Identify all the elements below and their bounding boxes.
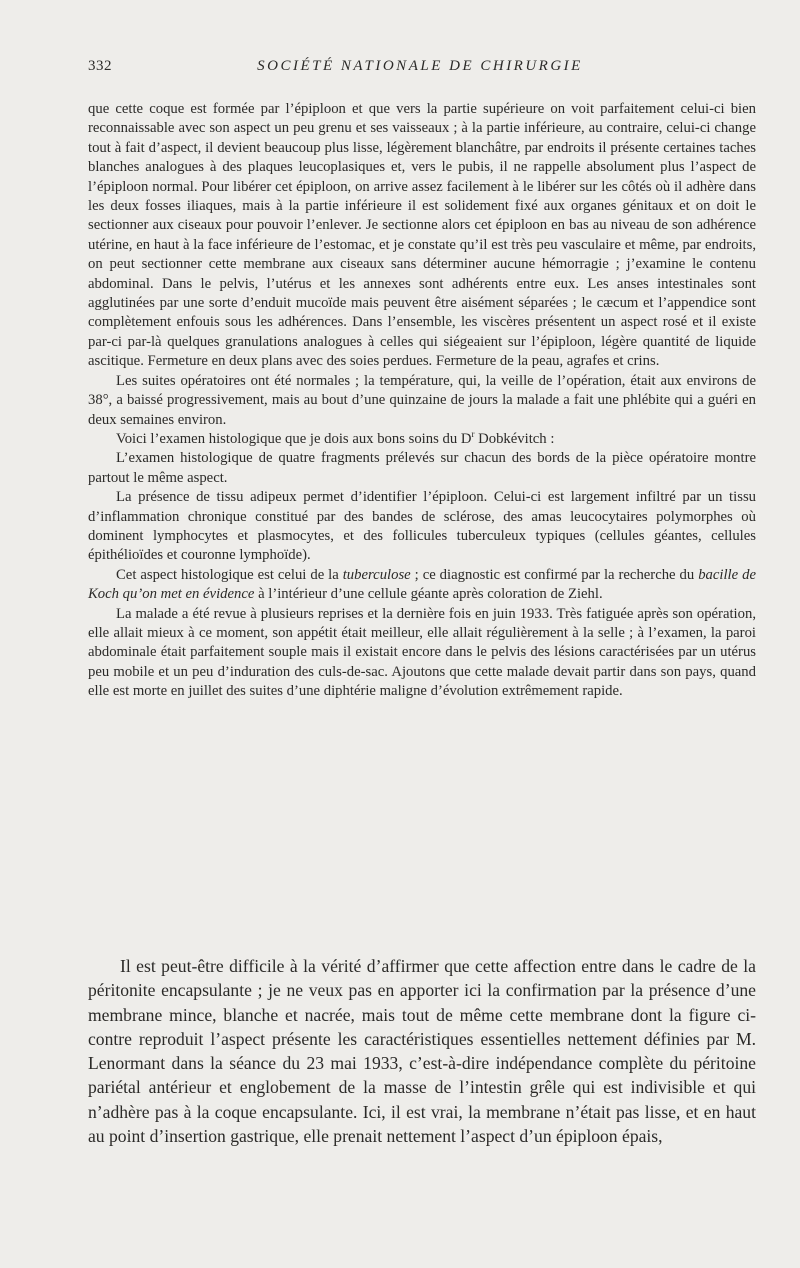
paragraph-postoperative: Les suites opératoires ont été normales ; la température, qui, la veille de l’opération, était aux environs de 38°, a baissé progressivement, mais au bout d’une quinzaine de jours la malade a fait une phlébite qui a guéri en deux semaines environ. bbox=[88, 372, 756, 428]
paragraph-discussion: Il est peut-être difficile à la vérité d’affirmer que cette affection entre dans le cadre de la péritonite encapsulante ; je ne veux pas en apporter ici la confirmation par la présence d’une membrane mince, blanche et nacrée, mais tout de même cette membrane dont la figure ci-contre reproduit l’aspect présente les caractéristiques essentielles nettement définies par M. Lenormant dans la séance du 23 mai 1933, c’est-à-dire indépendance complète du péritoine pariétal antérieur et englobement de la masse de l’intestin grêle qui est indivisible et qui n’adhère pas à la coque encapsulante. Ici, il est vrai, la membrane n’était pas lisse, et en haut au point d’insertion gastrique, elle prenait nettement l’aspect d’un épiploon épais, bbox=[88, 956, 756, 1147]
main-text bbox=[88, 100, 756, 702]
doctor-superscript: r bbox=[471, 429, 475, 440]
paragraph-follow-up: La malade a été revue à plusieurs reprises et la dernière fois en juin 1933. Très fatiguée après son opération, elle allait mieux à ce moment, son appétit était meilleur, elle allait régulièrement à la selle ; à l’examen, la paroi abdominale était parfaitement souple mais il existait encore dans le pelvis des lésions caractérisées par un utérus peu mobile et un peu d’induration des culs-de-sac. Ajoutons que cette malade devait partir dans son pays, quand elle est morte en juillet des suites d’une diphtérie maligne d’évolution extrêmement rapide. bbox=[88, 605, 756, 700]
closing-text bbox=[88, 954, 756, 1148]
diagnosis-text-3: à l’intérieur d’une cellule géante après coloration de Ziehl. bbox=[254, 586, 603, 603]
paragraph-histology-fragments: L’examen histologique de quatre fragments prélevés sur chacun des bords de la pièce opératoire montre partout le même aspect. bbox=[88, 450, 756, 486]
paragraph-histology-tissue: La présence de tissu adipeux permet d’identifier l’épiploon. Celui-ci est largement infiltré par un tissu d’inflammation chronique constitué par des bandes de sclérose, des amas leucocytaires polymorphes où dominent lymphocytes et plasmocytes, et des follicules tuberculeux typiques (cellules géantes, cellules épithélioïdes et couronne lymphoïde). bbox=[88, 489, 756, 564]
page-number: 332 bbox=[88, 58, 112, 74]
diagnosis-italic-2: bacille de Koch qu’on met en évidence bbox=[88, 566, 756, 603]
histology-intro-text: Voici l’examen histologique que je dois aux bons soins du D bbox=[116, 430, 472, 447]
diagnosis-text-1: Cet aspect histologique est celui de la bbox=[116, 566, 343, 583]
running-head: SOCIÉTÉ NATIONALE DE CHIRURGIE bbox=[257, 58, 583, 74]
paragraph-histology-intro bbox=[88, 430, 756, 449]
diagnosis-text-2: ; ce diagnostic est confirmé par la recherche du bbox=[410, 566, 699, 583]
diagnosis-italic-1: tuberculose bbox=[342, 566, 411, 583]
histology-intro-name: Dobkévitch : bbox=[474, 430, 555, 447]
paragraph-operation: que cette coque est formée par l’épiploon et que vers la partie supérieure on voit parfaitement celui-ci bien reconnaissable avec son aspect un peu grenu et ses vaisseaux ; à la partie inférieure, au contraire, celui-ci change tout à fait d’aspect, il devient beaucoup plus lisse, légèrement blanchâtre, par endroits il présente certaines taches blanches analogues à des plaques leucoplasiques et, vers le pubis, il ne rappelle absolument plus l’aspect de l’épiploon normal. Pour libérer cet épiploon, on arrive assez facilement à le libérer sur les côtés où il adhère dans les deux fosses iliaques, mais à la partie inférieure il est solidement fixé aux organes génitaux et on doit le sectionner aux ciseaux pour pouvoir l’enlever. Je sectionne alors cet épiploon en bas au niveau de son adhérence utérine, en haut à la face inférieure de l’estomac, et je constate qu’il est très peu vasculaire et même, par endroits, on peut sectionner cette membrane aux ciseaux sans déterminer aucune hémorragie ; j’examine le contenu abdominal. Dans le pelvis, l’utérus et les annexes sont adhérents entre eux. Les anses intestinales sont agglutinées par une sorte d’enduit mucoïde mais peuvent être aisément séparées ; le cæcum et l’appendice sont complètement enfouis sous les adhérences. Dans l’ensemble, les viscères présentent un aspect rosé et il existe par-ci par-là quelques granulations analogues à celles qui siégeaient sur l’épiploon, légère quantité de liquide ascitique. Fermeture en deux plans avec des soies perdues. Fermeture de la peau, agrafes et crins. bbox=[88, 101, 756, 370]
paragraph-histology-diagnosis bbox=[88, 566, 756, 605]
